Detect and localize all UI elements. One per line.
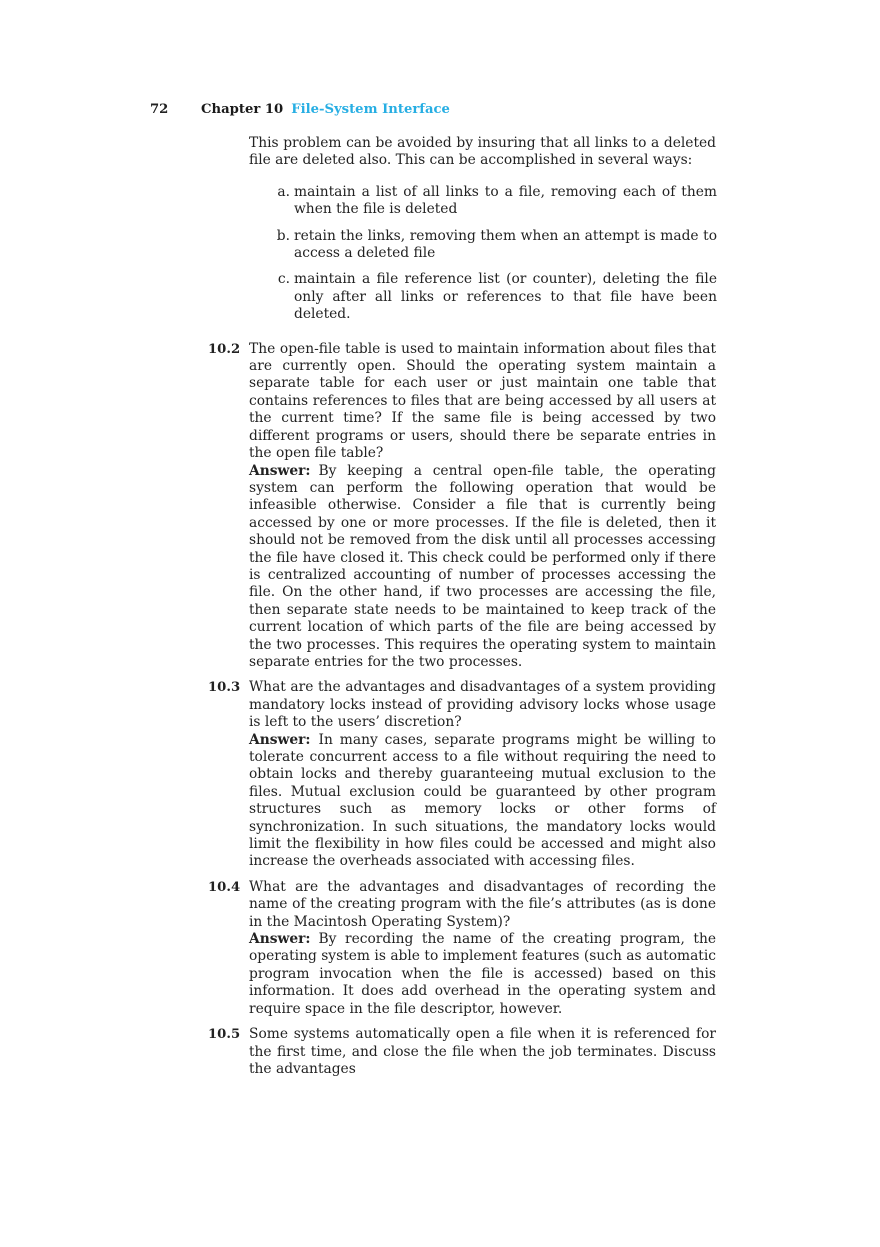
list-item-text: maintain a list of all links to a file, removing each of them when the file is deleted [294,183,717,218]
list-item [277,271,717,323]
exercise-10-5 [208,1026,716,1078]
exercise-10-4 [208,878,716,1018]
exercise-number: 10.2 [208,341,241,357]
exercise-question: What are the advantages and disadvantages of a system providing mandatory locks instead of providing advisory locks whose usage is left to the users’ discretion? [249,679,716,731]
running-header [150,101,450,119]
list-item-label: c. [277,271,290,288]
answer-text: In many cases, separate programs might be willing to tolerate concurrent access to a file without requiring the need to obtain locks and thereby guaranteeing mutual exclusion to the files. Mutual exclusion could be guaranteed by other program structures such as memory locks or other forms of synchronization. In such situations, the mandatory locks would limit the flexibility in how files could be accessed and might also increase the overheads associated with accessing files. [249,731,716,870]
chapter-label: Chapter 10 [201,102,284,117]
exercise-answer [249,732,716,871]
list-item-label: b. [276,227,290,244]
list-item-text: maintain a file reference list (or counter), deleting the file only after all links or references to that file have been deleted. [294,271,717,323]
list-item [277,183,717,219]
exercise-number: 10.3 [208,680,241,696]
answer-label: Answer: [249,462,311,479]
list-item [276,227,717,263]
ways-list [0,184,880,324]
answer-text: By recording the name of the creating program, the operating system is able to implement features (such as automatic program invocation when the file is accessed) based on this information. It does add overhead in the operating system and require space in the file descriptor, however. [249,931,716,1017]
page-body [0,135,880,1086]
exercise-question: Some systems automatically open a file when it is referenced for the first time, and close the file when the job terminates. Discuss the advantages [249,1026,716,1077]
exercise-answer [249,463,716,672]
answer-label: Answer: [249,931,311,948]
list-item-label: a. [277,183,290,200]
exercise-10-3 [208,679,716,870]
chapter-title: File-System Interface [291,102,450,117]
exercise-10-2 [208,340,716,672]
answer-label: Answer: [249,731,311,748]
exercise-question: What are the advantages and disadvantages of recording the name of the creating program with the file’s attributes (as is done in the Macintosh Operating System)? [249,878,716,930]
exercise-number: 10.4 [208,879,241,895]
answer-text: By keeping a central open-file table, the operating system can perform the following operation that would be infeasible otherwise. Consider a file that is currently being accessed by one or more processes. If the file is deleted, then it should not be removed from the disk until all processes accessing the file have closed it. This check could be performed only if there is centralized accounting of number of processes accessing the file. On the other hand, if two processes are accessing the file, then separate state needs to be maintained to keep track of the current location of which parts of the file are being accessed by the two processes. This requires the operating system to maintain separate entries for the two processes. [249,462,716,670]
exercise-number: 10.5 [208,1027,241,1043]
page-number: 72 [150,102,169,117]
exercise-question: The open-file table is used to maintain information about files that are currently open. Should the operating system maintain a separate table for each user or just maintain one table that contains references to files that are being accessed by all users at the current time? If the same file is being accessed by two different programs or users, should there be separate entries in the open file table? [249,340,716,462]
list-item-text: retain the links, removing them when an attempt is made to access a deleted file [294,227,717,262]
exercise-answer [249,931,716,1018]
intro-paragraph: This problem can be avoided by insuring that all links to a deleted file are deleted also. This can be accomplished in several ways: [249,135,716,169]
